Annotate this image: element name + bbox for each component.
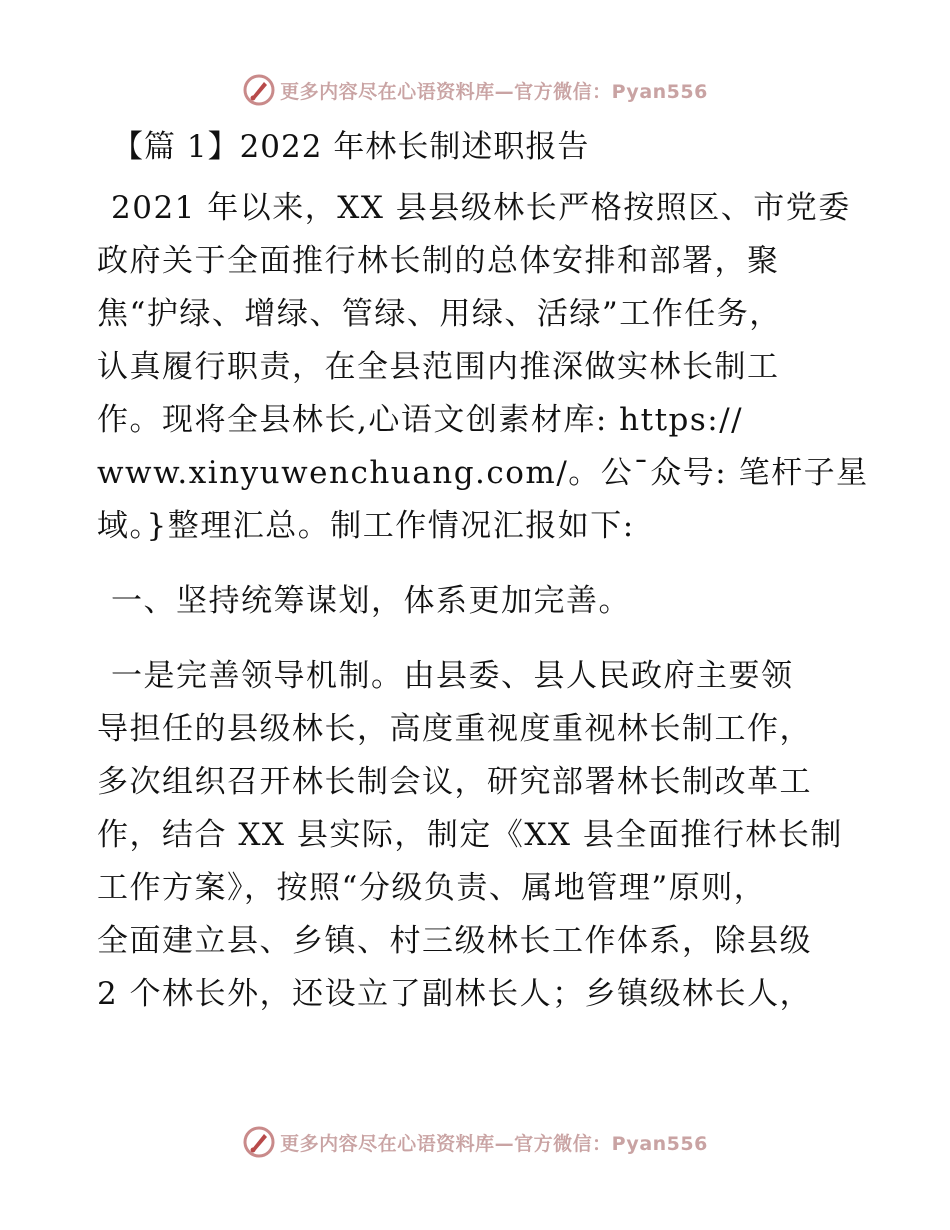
text-line: 导担任的县级林长，高度重视度重视林长制工作， <box>97 711 812 747</box>
text-line: 政府关于全面推行林长制的总体安排和部署，聚 <box>97 243 780 279</box>
page-title: 【篇 1】2022 年林长制述职报告 <box>112 129 590 165</box>
text-line: 焦“护绿、增绿、管绿、用绿、活绿”工作任务， <box>97 296 782 332</box>
section-heading-1 <box>97 575 857 628</box>
text-line: 2021 年以来，XX 县县级林长严格按照区、市党委 <box>111 190 851 226</box>
text-line: 一、坚持统筹谋划，体系更加完善。 <box>111 583 631 619</box>
paragraph-intro <box>97 182 869 553</box>
pen-nib-seal-icon <box>242 1125 276 1159</box>
watermark-text: 更多内容尽在心语资料库—官方微信：Pyan556 <box>280 1132 708 1155</box>
watermark-text: 更多内容尽在心语资料库—官方微信：Pyan556 <box>280 80 708 103</box>
text-line: 域。}整理汇总。制工作情况汇报如下: <box>97 508 635 544</box>
text-line: 一是完善领导机制。由县委、县人民政府主要领 <box>111 658 794 694</box>
header-watermark <box>0 70 950 110</box>
text-line: 工作方案》，按照“分级负责、属地管理”原则， <box>97 870 767 906</box>
document-body <box>97 122 869 1043</box>
footer-watermark <box>0 1122 950 1162</box>
text-line: 全面建立县、乡镇、村三级林长工作体系，除县级 <box>97 923 812 959</box>
text-line: 作，结合 XX 县实际，制定《XX 县全面推行林长制 <box>97 817 843 853</box>
text-line: www.xinyuwenchuang.com/。公¯众号: 笔杆子星 <box>97 455 869 491</box>
pen-nib-seal-icon <box>242 73 276 107</box>
paragraph-leadership <box>97 650 857 1021</box>
text-line: 认真履行职责，在全县范围内推深做实林长制工 <box>97 349 780 385</box>
text-line: 2 个林长外，还设立了副林长人；乡镇级林长人， <box>97 976 813 1012</box>
text-line: 作。现将全县林长,心语文创素材库: https:// <box>97 402 744 438</box>
text-line: 多次组织召开林长制会议，研究部署林长制改革工 <box>97 764 812 800</box>
